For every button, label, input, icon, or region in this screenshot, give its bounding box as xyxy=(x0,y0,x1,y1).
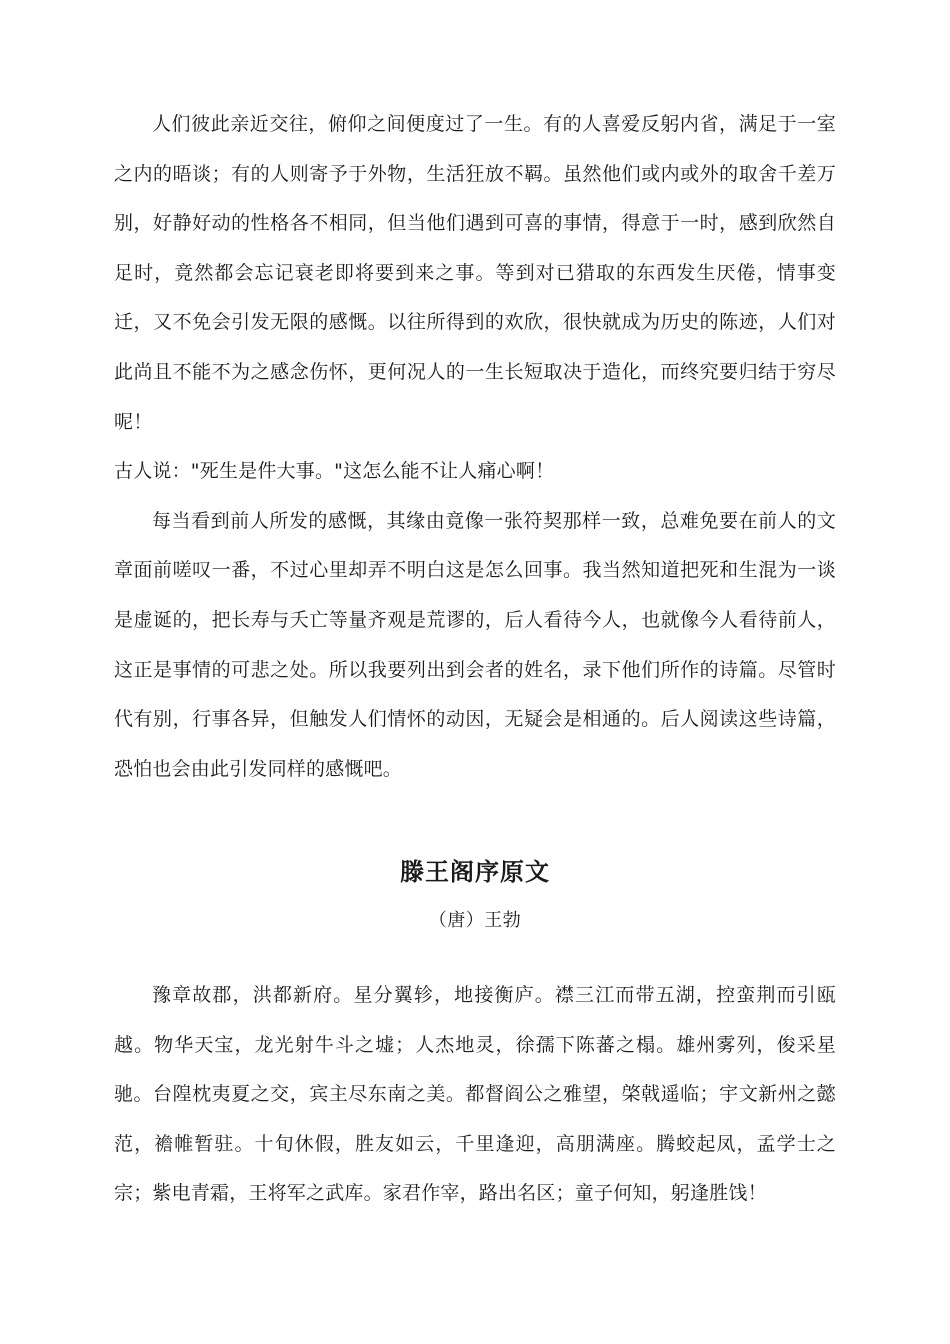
page-title: 滕王阁序原文 xyxy=(400,858,550,886)
translation-paragraph-2: 每当看到前人所发的感慨，其缘由竟像一张符契那样一致，总难免要在前人的文章面前嗟叹一番，不过心里却弄不明白这是怎么回事。我当然知道把死和生混为一谈是虚诞的，把长寿与夭亡等量齐观是荒谬的，后人看待今人，也就像今人看待前人，这正是事情的可悲之处。所以我要列出到会者的姓名，录下他们所作的诗篇。尽管时代有别，行事各异，但触发人们情怀的动因，无疑会是相通的。后人阅读这些诗篇，恐怕也会由此引发同样的感慨吧。 xyxy=(114,509,836,780)
original-text-section xyxy=(114,971,836,1219)
original-paragraph-1: 豫章故郡，洪都新府。星分翼轸，地接衡庐。襟三江而带五湖，控蛮荆而引瓯越。物华天宝，龙光射牛斗之墟；人杰地灵，徐孺下陈蕃之榻。雄州雾列，俊采星驰。台隍枕夷夏之交，宾主尽东南之美。都督阎公之雅望，棨戟遥临；宇文新州之懿范，襜帷暂驻。十旬休假，胜友如云，千里逢迎，高朋满座。腾蛟起凤，孟学士之宗；紫电青霜，王将军之武库。家君作宰，路出名区；童子何知，躬逢胜饯！ xyxy=(114,984,836,1205)
translation-paragraph-1-tail: 古人说："死生是件大事。"这怎么能不让人痛心啊！ xyxy=(114,460,555,483)
author-line: （唐）王勃 xyxy=(428,910,522,931)
translation-section xyxy=(114,100,836,794)
translation-paragraph-1: 人们彼此亲近交往，俯仰之间便度过了一生。有的人喜爱反躬内省，满足于一室之内的晤谈；有的人则寄予于外物，生活狂放不羁。虽然他们或内或外的取舍千差万别，好静好动的性格各不相同，但当他们遇到可喜的事情，得意于一时，感到欣然自足时，竟然都会忘记衰老即将要到来之事。等到对已猎取的东西发生厌倦，情事变迁，又不免会引发无限的感慨。以往所得到的欢欣，很快就成为历史的陈迹，人们对此尚且不能不为之感念伤怀，更何况人的一生长短取决于造化，而终究要归结于穷尽呢！ xyxy=(114,113,836,433)
